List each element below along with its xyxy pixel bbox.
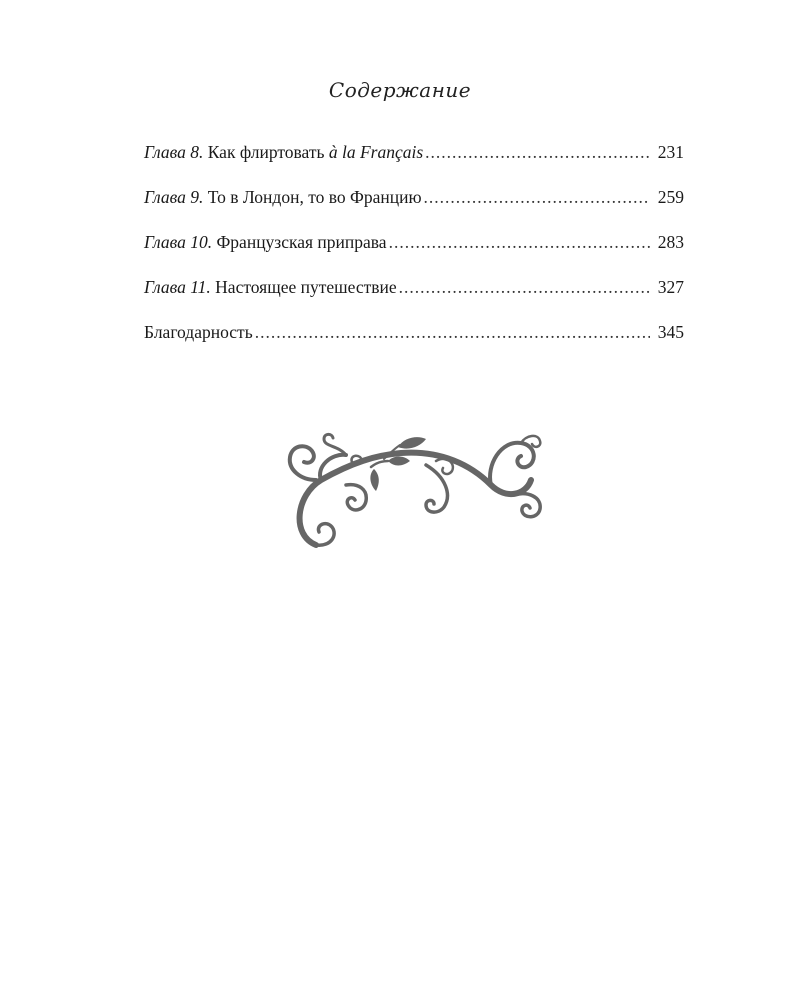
floral-vine-ornament-icon — [276, 425, 556, 560]
toc-entry-chapter-10[interactable] — [144, 232, 684, 277]
toc-chapter-number: Глава 8. — [144, 142, 204, 162]
toc-title: Настоящее путешествие — [215, 277, 397, 297]
toc-page-number: 231 — [657, 142, 684, 162]
toc-leader-dots — [399, 277, 650, 298]
toc-entry-chapter-8[interactable] — [144, 142, 684, 187]
toc-leader-dots — [425, 142, 650, 163]
toc-title: То в Лондон, то во Францию — [207, 187, 422, 207]
toc-page-number: 259 — [657, 187, 684, 207]
toc-leader-dots — [389, 232, 650, 253]
toc-title: Французская приправа — [216, 232, 387, 252]
toc-title-italic: à la Français — [328, 142, 424, 162]
toc-leader-dots — [424, 187, 650, 208]
toc-page-number: 327 — [657, 277, 684, 297]
toc-chapter-number: Глава 9. — [144, 187, 204, 207]
toc-chapter-number: Глава 10. — [144, 232, 213, 252]
toc-chapter-number: Глава 11. — [144, 277, 211, 297]
toc-page-number: 345 — [657, 322, 684, 342]
page-title: Содержание — [328, 78, 472, 102]
toc-entry-acknowledgements[interactable] — [144, 322, 684, 367]
toc-title: Благодарность — [144, 322, 253, 342]
toc-page-number: 283 — [657, 232, 684, 252]
toc-entry-chapter-9[interactable] — [144, 187, 684, 232]
table-of-contents — [144, 142, 684, 367]
toc-entry-chapter-11[interactable] — [144, 277, 684, 322]
toc-leader-dots — [255, 322, 650, 343]
toc-title: Как флиртовать — [207, 142, 325, 162]
